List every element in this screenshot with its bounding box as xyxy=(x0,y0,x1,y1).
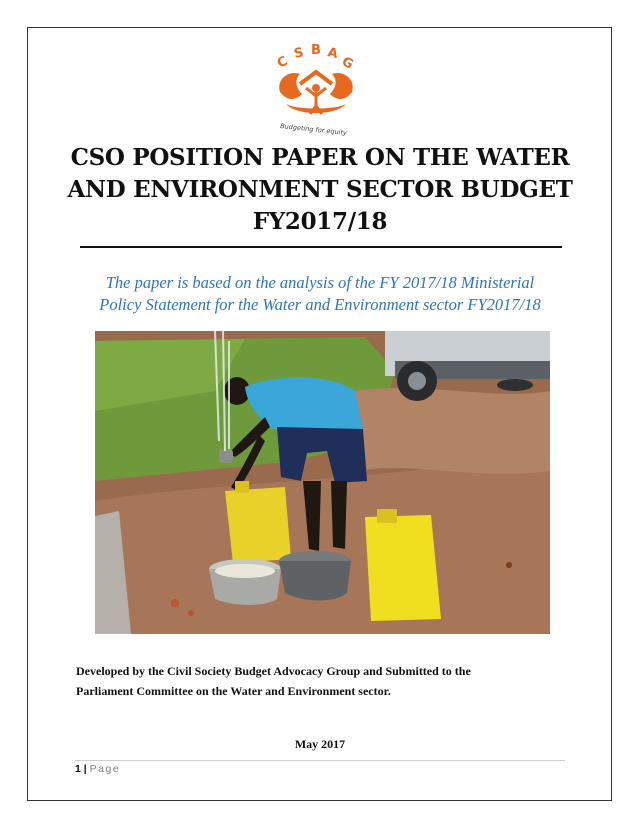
page-number: 1 xyxy=(75,763,81,775)
developed-by-statement xyxy=(76,661,576,701)
developed-line-2: Parliament Committee on the Water and Environment sector. xyxy=(76,684,391,698)
svg-text:C: C xyxy=(274,53,291,72)
svg-text:G: G xyxy=(339,54,356,73)
title-line-2: AND ENVIRONMENT SECTOR BUDGET xyxy=(67,176,573,203)
page-label: Page xyxy=(89,763,121,775)
logo-tagline: Budgeting for equity xyxy=(279,122,348,136)
csbag-logo-icon xyxy=(266,44,366,136)
document-subtitle xyxy=(40,272,600,316)
page-footer xyxy=(75,763,120,775)
svg-text:A: A xyxy=(326,45,340,63)
title-line-3: FY2017/18 xyxy=(252,208,388,235)
svg-text:S: S xyxy=(292,45,306,62)
csbag-logo xyxy=(266,44,366,136)
subtitle-line-2: Policy Statement for the Water and Environment sector FY2017/18 xyxy=(99,295,541,314)
title-divider xyxy=(80,246,562,248)
svg-text:B: B xyxy=(311,44,321,58)
page-separator: | xyxy=(80,763,90,775)
title-line-1: CSO POSITION PAPER ON THE WATER xyxy=(70,144,570,171)
subtitle-line-1: The paper is based on the analysis of the FY 2017/18 Ministerial xyxy=(105,273,535,292)
document-title xyxy=(40,142,600,238)
cover-photo xyxy=(95,331,550,634)
developed-line-1: Developed by the Civil Society Budget Advocacy Group and Submitted to the xyxy=(76,664,471,678)
footer-divider xyxy=(75,760,565,761)
publication-date: May 2017 xyxy=(294,737,346,751)
